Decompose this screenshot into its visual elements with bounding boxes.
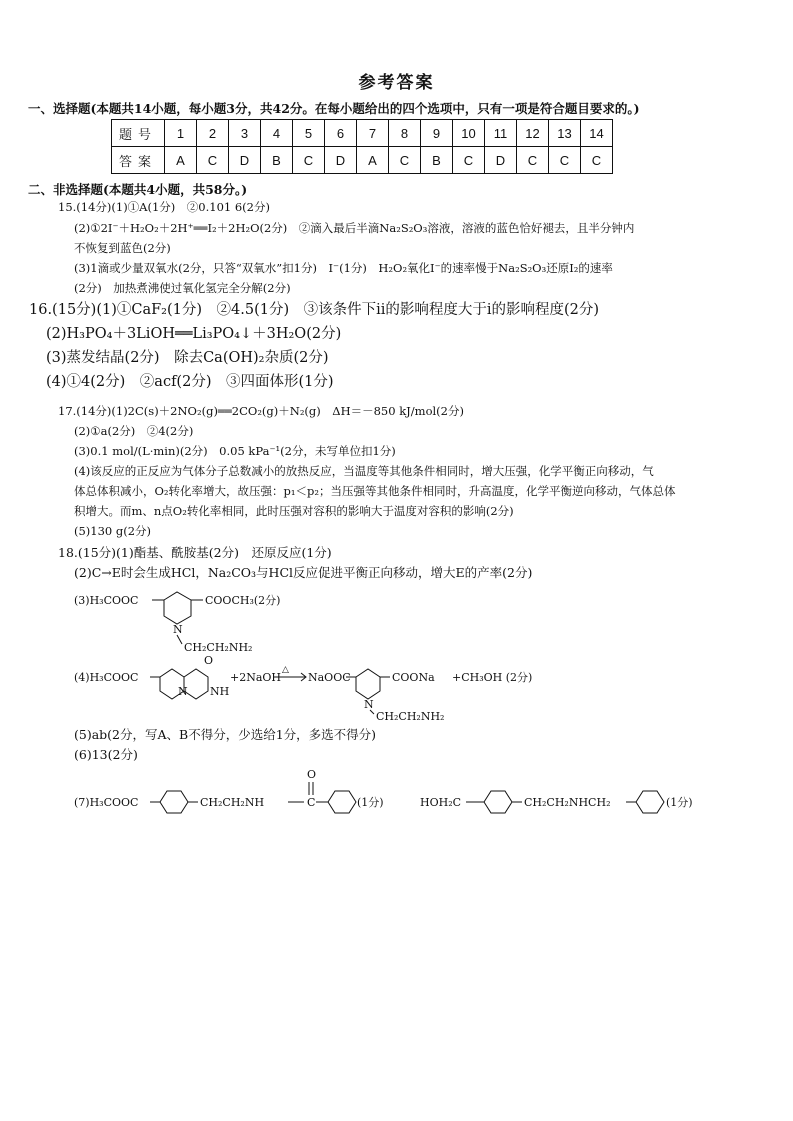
q16-line-2: (2)H₃PO₄＋3LiOH══Li₃PO₄↓＋3H₂O(2分) xyxy=(46,326,342,342)
s4-reagent: +2NaOH xyxy=(230,671,282,684)
q15-line-2: (2)①2I⁻＋H₂O₂＋2H⁺══I₂＋2H₂O(2分) ②滴入最后半滴Na₂S₂O₃溶液，溶液的蓝色恰好褪去，且半分钟内 xyxy=(74,221,635,235)
table-cell: 7 xyxy=(357,120,389,147)
structure-3 xyxy=(74,585,374,659)
q17-line-3: (3)0.1 mol/(L·min)(2分) 0.05 kPa⁻¹(2分，未写单位扣1分) xyxy=(74,444,396,458)
q17-line-4: (4)该反应的正反应为气体分子总数减小的放热反应，当温度等其他条件相同时，增大压强，化学平衡正向移动，气 xyxy=(74,464,654,478)
table-cell: 3 xyxy=(229,120,261,147)
s7-mid2: CH₂CH₂NHCH₂ xyxy=(524,796,611,809)
table-cell: C xyxy=(293,147,325,174)
table-cell: C xyxy=(389,147,421,174)
s4-product: NaOOC xyxy=(308,671,351,684)
table-cell: C xyxy=(197,147,229,174)
table-cell: 5 xyxy=(293,120,325,147)
row-header-answer: 答案 xyxy=(112,147,165,174)
q15-line-4: (3)1滴或少量双氧水(2分，只答“双氧水”扣1分) I⁻(1分) H₂O₂氧化I⁻的速率慢于Na₂S₂O₃还原I₂的速率 xyxy=(74,261,613,275)
benzene-ring-1 xyxy=(160,791,188,813)
structure-7 xyxy=(74,762,734,826)
s4-chain: CH₂CH₂NH₂ xyxy=(376,710,445,723)
s7-hoh2c: HOH₂C xyxy=(420,796,462,809)
structure-4 xyxy=(74,652,554,726)
q17-line-2: (2)①a(2分) ②4(2分) xyxy=(74,424,194,438)
s4-methanol: +CH₃OH (2分) xyxy=(452,671,533,684)
ring-product xyxy=(356,669,380,699)
piperidine-ring xyxy=(164,592,191,624)
q18-line-5: (5)ab(2分，写A、B不得分，少选给1分，多选不得分) xyxy=(74,727,377,742)
table-row-numbers xyxy=(112,120,613,147)
s3-n: N xyxy=(173,623,183,636)
table-cell: A xyxy=(357,147,389,174)
q18-line-2: (2)C→E时会生成HCl，Na₂CO₃与HCl反应促进平衡正向移动，增大E的产率(2分) xyxy=(74,565,533,580)
q15-line-1: 15.(14分)(1)①A(1分) ②0.101 6(2分) xyxy=(58,200,270,214)
table-cell: 12 xyxy=(517,120,549,147)
q17-line-5: 体总体积减小，O₂转化率增大，故压强：p₁＜p₂；当压强等其他条件相同时，升高温度，化学平衡逆向移动，气体总体 xyxy=(74,484,676,498)
table-cell: 11 xyxy=(485,120,517,147)
s4-coona: COONa xyxy=(392,671,435,684)
table-cell: B xyxy=(421,147,453,174)
table-cell: 8 xyxy=(389,120,421,147)
q17-line-6: 积增大。而m、n点O₂转化率相同，此时压强对容积的影响大于温度对容积的影响(2分) xyxy=(74,504,514,518)
s3-chain: CH₂CH₂NH₂ xyxy=(184,641,253,654)
page-title: 参考答案 xyxy=(358,73,435,93)
table-cell: B xyxy=(261,147,293,174)
row-header-number: 题号 xyxy=(112,120,165,147)
section-2-heading: 二、非选择题(本题共4小题，共58分。) xyxy=(28,182,248,197)
q15-line-3: 不恢复到蓝色(2分) xyxy=(74,241,171,255)
s4-delta: △ xyxy=(282,665,289,675)
s7-mid: CH₂CH₂NH xyxy=(200,796,265,809)
q17-line-7: (5)130 g(2分) xyxy=(74,524,152,538)
table-cell: C xyxy=(549,147,581,174)
table-cell: C xyxy=(453,147,485,174)
s4-n2: N xyxy=(364,698,374,711)
s4-nh: NH xyxy=(210,685,230,698)
table-cell: 10 xyxy=(453,120,485,147)
q15-line-5: (2分) 加热煮沸使过氧化氢完全分解(2分) xyxy=(74,281,291,295)
table-cell: 13 xyxy=(549,120,581,147)
s4-prefix: (4)H₃COOC xyxy=(74,671,139,684)
table-cell: 9 xyxy=(421,120,453,147)
table-cell: C xyxy=(517,147,549,174)
table-cell: D xyxy=(485,147,517,174)
s3-right: COOCH₃(2分) xyxy=(205,594,281,607)
benzene-ring-4 xyxy=(636,791,664,813)
s7-score-2: (1分) xyxy=(666,796,693,809)
s4-o: O xyxy=(204,654,214,667)
q18-line-1: 18.(15分)(1)酯基、酰胺基(2分) 还原反应(1分) xyxy=(58,545,332,560)
table-cell: D xyxy=(325,147,357,174)
table-cell: 4 xyxy=(261,120,293,147)
benzene-ring-3 xyxy=(484,791,512,813)
table-cell: A xyxy=(165,147,197,174)
s7-score-1: (1分) xyxy=(357,796,384,809)
table-cell: 1 xyxy=(165,120,197,147)
table-cell: 2 xyxy=(197,120,229,147)
s7-o: O xyxy=(307,768,317,781)
table-cell: 14 xyxy=(581,120,613,147)
s7-prefix: (7)H₃COOC xyxy=(74,796,139,809)
table-cell: D xyxy=(229,147,261,174)
benzene-ring-2 xyxy=(328,791,356,813)
s7-c: C xyxy=(307,796,316,809)
q17-line-1: 17.(14分)(1)2C(s)＋2NO₂(g)══2CO₂(g)＋N₂(g) ΔH＝－850 kJ/mol(2分) xyxy=(58,404,464,418)
s3-prefix: (3)H₃COOC xyxy=(74,594,139,607)
section-1-heading: 一、选择题(本题共14小题，每小题3分，共42分。在每小题给出的四个选项中，只有一项是符合题目要求的。) xyxy=(28,101,640,116)
q16-line-1: 16.(15分)(1)①CaF₂(1分) ②4.5(1分) ③该条件下ⅱ的影响程度大于ⅰ的影响程度(2分) xyxy=(29,302,600,318)
table-row-answers xyxy=(112,147,613,174)
answer-table xyxy=(111,119,613,174)
table-cell: 6 xyxy=(325,120,357,147)
s4-n: N xyxy=(178,685,188,698)
q18-line-6: (6)13(2分) xyxy=(74,747,138,762)
q16-line-4: (4)①4(2分) ②acf(2分) ③四面体形(1分) xyxy=(46,374,334,390)
table-cell: C xyxy=(581,147,613,174)
q16-line-3: (3)蒸发结晶(2分) 除去Ca(OH)₂杂质(2分) xyxy=(46,350,329,366)
